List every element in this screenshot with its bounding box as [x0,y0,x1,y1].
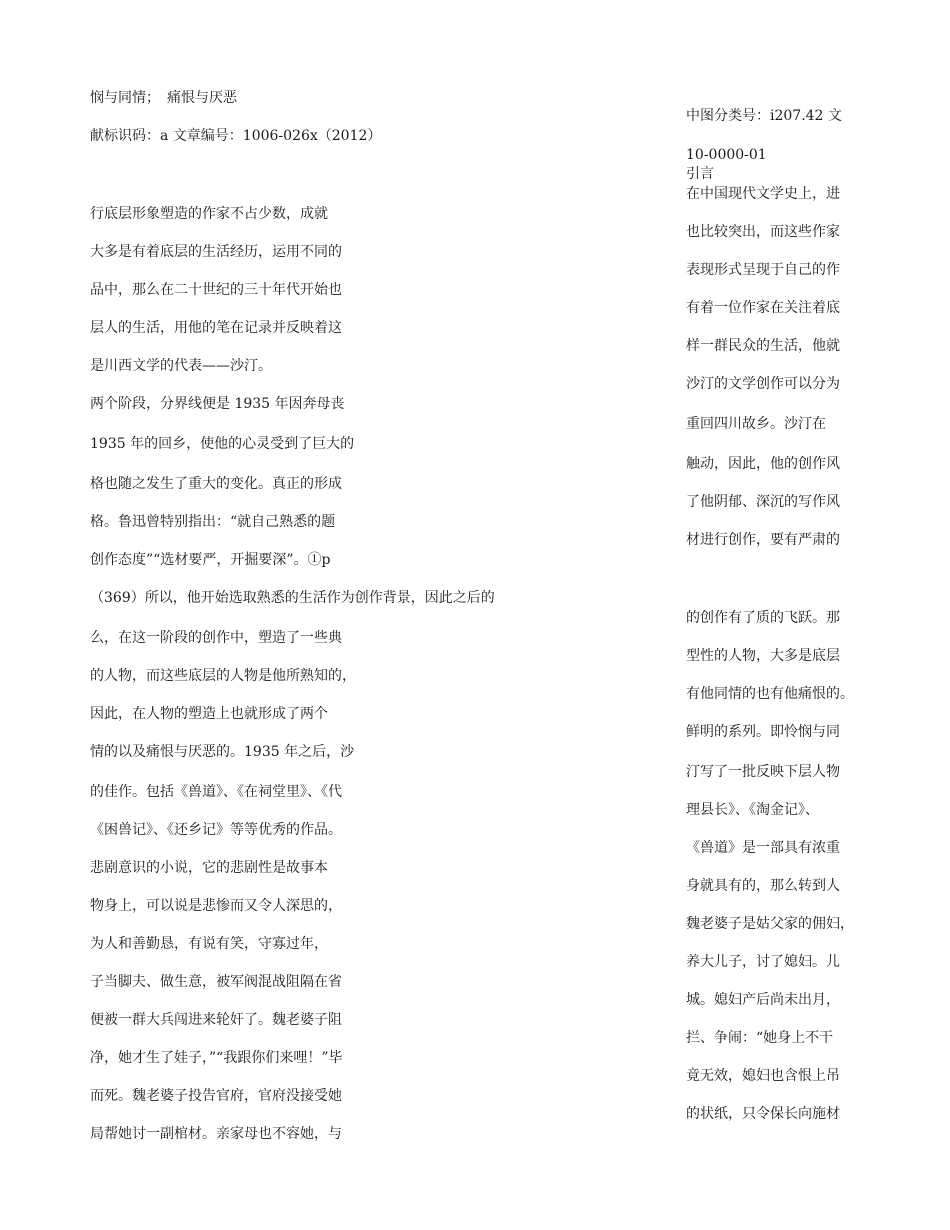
left-text-line: 物身上，可以说是悲惨而又令人深思的， [90,898,342,914]
right-text-line: 有他同情的也有他痛恨的。 [686,686,854,702]
right-text-line: 也比较突出，而这些作家 [686,224,840,240]
left-text-line: 品中，那么在二十世纪的三十年代开始也 [90,282,342,298]
right-text-line: 拦、争闹：“她身上不干 [686,1030,834,1046]
right-text-line: 触动，因此，他的创作风 [686,456,840,472]
left-text-line: 1935 年的回乡，使他的心灵受到了巨大的 [90,436,355,452]
right-text-line: 竟无效，媳妇也含恨上吊 [686,1068,840,1084]
right-text-line: 身就具有的，那么转到人 [686,878,840,894]
left-text-line: 因此，在人物的塑造上也就形成了两个 [90,706,328,722]
left-text-line: 局帮她讨一副棺材。亲家母也不容她，与 [90,1126,342,1142]
right-text-line: 鲜明的系列。即怜悯与同 [686,724,840,740]
left-text-line: （369）所以，他开始选取熟悉的生活作为创作背景，因此之后的 [90,590,495,606]
left-text-line: 行底层形象塑造的作家不占少数，成就 [90,206,328,222]
left-text-line: 净，她才生了娃子，”“我跟你们来哩！”毕 [90,1050,343,1066]
left-text-line: 为人和善勤恳，有说有笑，守寡过年， [90,936,328,952]
right-text-line: 引言 [686,166,714,182]
right-text-line: 表现形式呈现于自己的作 [686,262,840,278]
right-text-line: 在中国现代文学史上，进 [686,186,840,202]
left-text-line: 便被一群大兵闯进来轮奸了。魏老婆子阻 [90,1012,342,1028]
right-text-line: 《兽道》是一部具有浓重 [686,840,840,856]
left-text-line: 是川西文学的代表——沙汀。 [90,358,272,374]
right-text-line: 重回四川故乡。沙汀在 [686,416,826,432]
right-text-line: 10-0000-01 [686,147,767,163]
right-text-line: 的状纸，只令保长向施材 [686,1106,840,1122]
right-text-line: 了他阴郁、深沉的写作风 [686,494,840,510]
left-text-line: 创作态度”“选材要严，开掘要深”。①p [90,552,331,568]
left-text-line: 两个阶段，分界线便是 1935 年因奔母丧 [90,396,345,412]
left-text-line: 层人的生活，用他的笔在记录并反映着这 [90,320,342,336]
left-text-line: 《困兽记》、《还乡记》等等优秀的作品。 [90,822,342,838]
left-text-line: 而死。魏老婆子投告官府，官府没接受她 [90,1088,342,1104]
right-text-line: 汀写了一批反映下层人物 [686,764,840,780]
left-text-line: 悯与同情； 痛恨与厌恶 [90,90,237,106]
right-text-line: 材进行创作，要有严肃的 [686,532,840,548]
right-text-line: 的创作有了质的飞跃。那 [686,610,840,626]
left-text-line: 大多是有着底层的生活经历，运用不同的 [90,244,342,260]
right-text-line: 沙汀的文学创作可以分为 [686,376,840,392]
left-text-line: 献标识码：a 文章编号：1006-026x（2012） [90,128,382,144]
right-text-line: 理县长》、《淘金记》、 [686,802,819,818]
right-text-line: 型性的人物，大多是底层 [686,648,840,664]
right-text-line: 样一群民众的生活，他就 [686,338,840,354]
right-text-line: 城。媳妇产后尚未出月， [686,992,840,1008]
left-text-line: 的佳作。包括《兽道》、《在祠堂里》、《代 [90,784,342,800]
left-text-line: 么，在这一阶段的创作中，塑造了一些典 [90,630,342,646]
left-text-line: 格。鲁迅曾特别指出：“就自己熟悉的题 [90,514,336,530]
left-text-line: 的人物，而这些底层的人物是他所熟知的， [90,668,356,684]
right-text-line: 养大儿子，讨了媳妇。儿 [686,954,840,970]
right-text-line: 魏老婆子是姑父家的佣妇， [686,916,854,932]
left-text-line: 子当脚夫、做生意，被军阀混战阻隔在省 [90,974,342,990]
left-text-line: 悲剧意识的小说，它的悲剧性是故事本 [90,860,328,876]
right-text-line: 中图分类号：i207.42 文 [686,108,842,124]
right-text-line: 有着一位作家在关注着底 [686,300,840,316]
left-text-line: 格也随之发生了重大的变化。真正的形成 [90,476,342,492]
left-text-line: 情的以及痛恨与厌恶的。1935 年之后，沙 [90,744,355,760]
